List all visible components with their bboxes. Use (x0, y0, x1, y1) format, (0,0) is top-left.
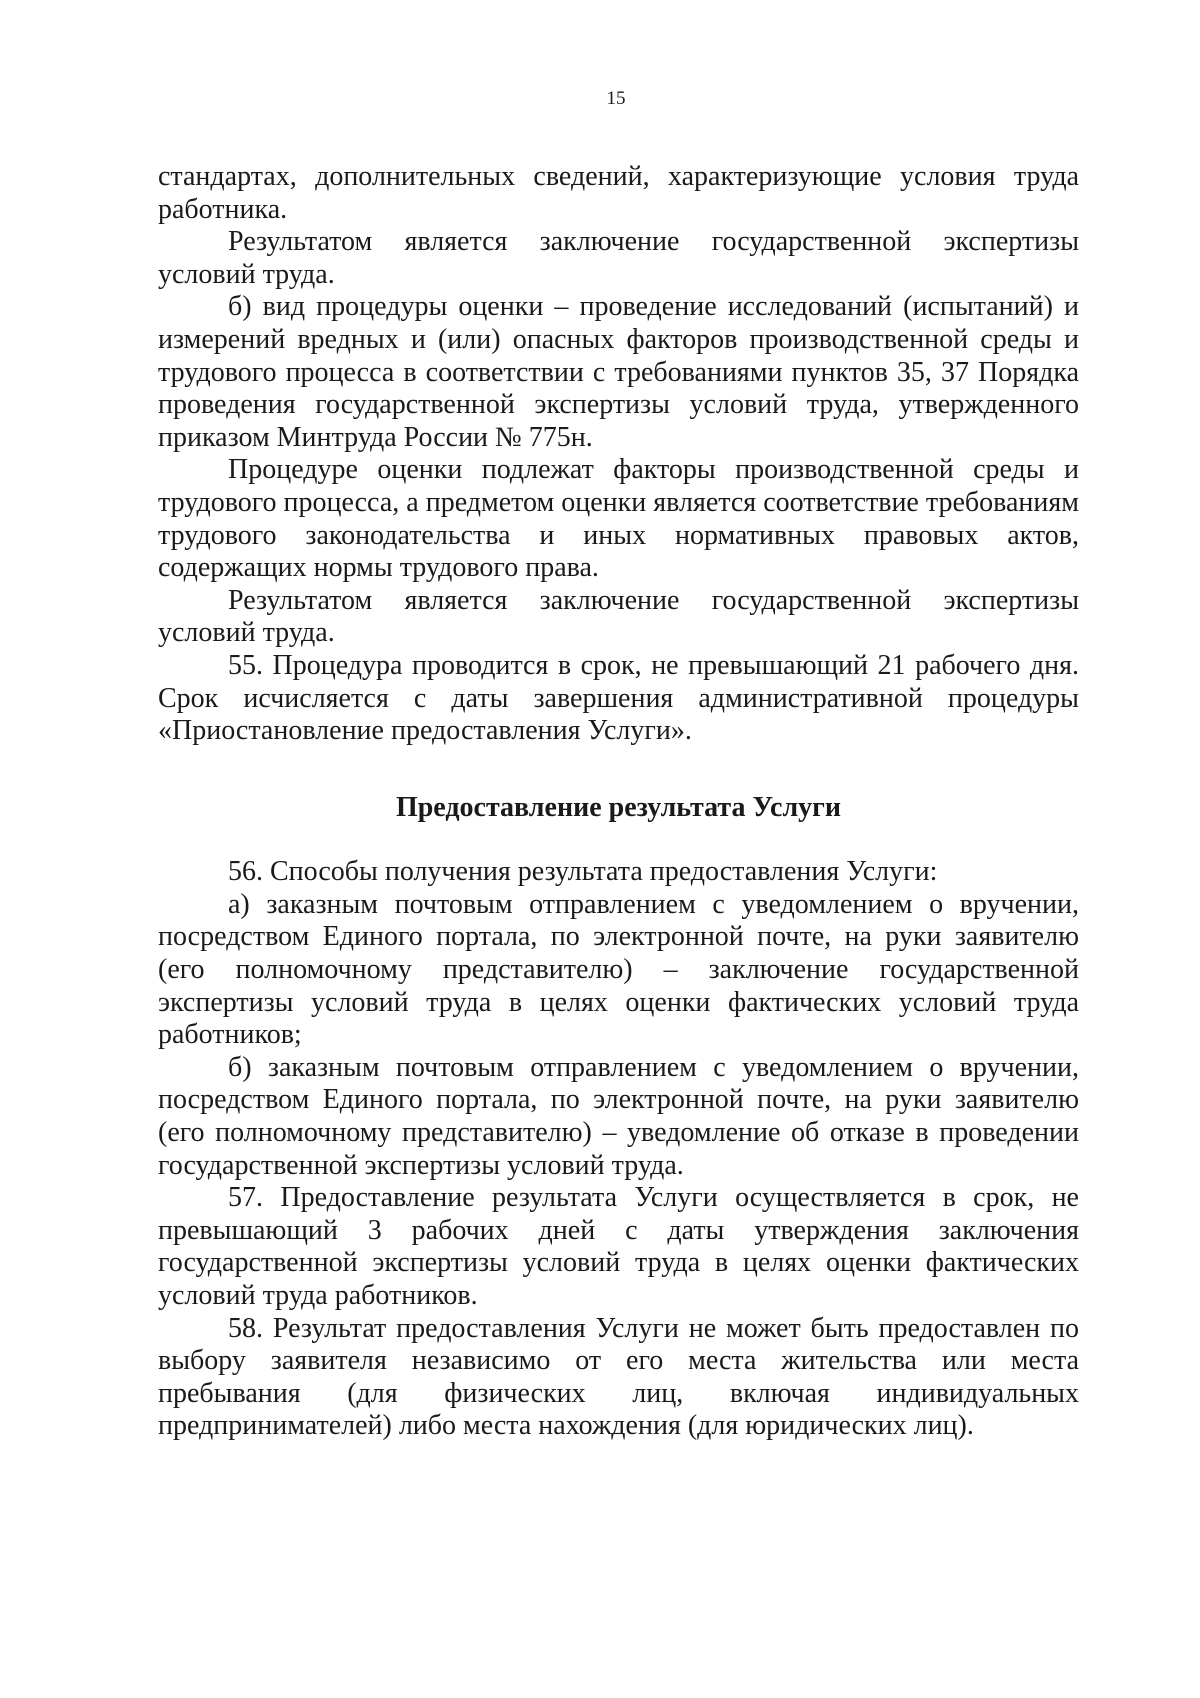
paragraph-57: 57. Предоставление результата Услуги осуществляется в срок, не превышающий 3 рабочих дней с даты утверждения заключения государственной экспертизы условий труда в целях оценки фактических условий труда работников. (158, 1182, 1079, 1311)
document-body (158, 161, 1079, 1443)
paragraph-55: 55. Процедура проводится в срок, не превышающий 21 рабочего дня. Срок исчисляется с даты завершения административной процедуры «Приостановление предоставления Услуги». (158, 649, 1079, 747)
paragraph-assessment-subject: Процедуре оценки подлежат факторы производственной среды и трудового процесса, а предметом оценки является соответствие требованиям трудового законодательства и иных нормативных правовых актов, содержащих нормы трудового права. (158, 454, 1079, 584)
paragraph-56: 56. Способы получения результата предоставления Услуги: (228, 856, 938, 888)
paragraph-result-1: Результатом является заключение государственной экспертизы условий труда. (158, 226, 1079, 290)
page-number: 15 (606, 88, 626, 109)
section-heading: Предоставление результата Услуги (395, 791, 842, 823)
paragraph-58: 58. Результат предоставления Услуги не может быть предоставлен по выбору заявителя независимо от его места жительства или места пребывания (для физических лиц, включая индивидуальных предпринимателей) либо места нахождения (для юридических лиц). (158, 1312, 1079, 1442)
paragraph-procedure-type-b: б) вид процедуры оценки – проведение исследований (испытаний) и измерений вредных и (или) опасных факторов производственной среды и трудового процесса в соответствии с требованиями пунктов 35, 37 Порядка проведения государственной экспертизы условий труда, утвержденного приказом Минтруда России № 775н. (158, 291, 1079, 453)
paragraph-56-b: б) заказным почтовым отправлением с уведомлением о вручении, посредством Единого портала, по электронной почте, на руки заявителю (его полномочному представителю) – уведомление об отказе в проведении государственной экспертизы условий труда. (158, 1051, 1079, 1181)
paragraph-continuation: стандартах, дополнительных сведений, характеризующие условия труда работника. (158, 161, 1079, 225)
paragraph-56-a: а) заказным почтовым отправлением с уведомлением о вручении, посредством Единого портала, по электронной почте, на руки заявителю (его полномочному представителю) – заключение государственной экспертизы условий труда в целях оценки фактических условий труда работников; (158, 888, 1079, 1051)
paragraph-result-2: Результатом является заключение государственной экспертизы условий труда. (158, 584, 1079, 649)
